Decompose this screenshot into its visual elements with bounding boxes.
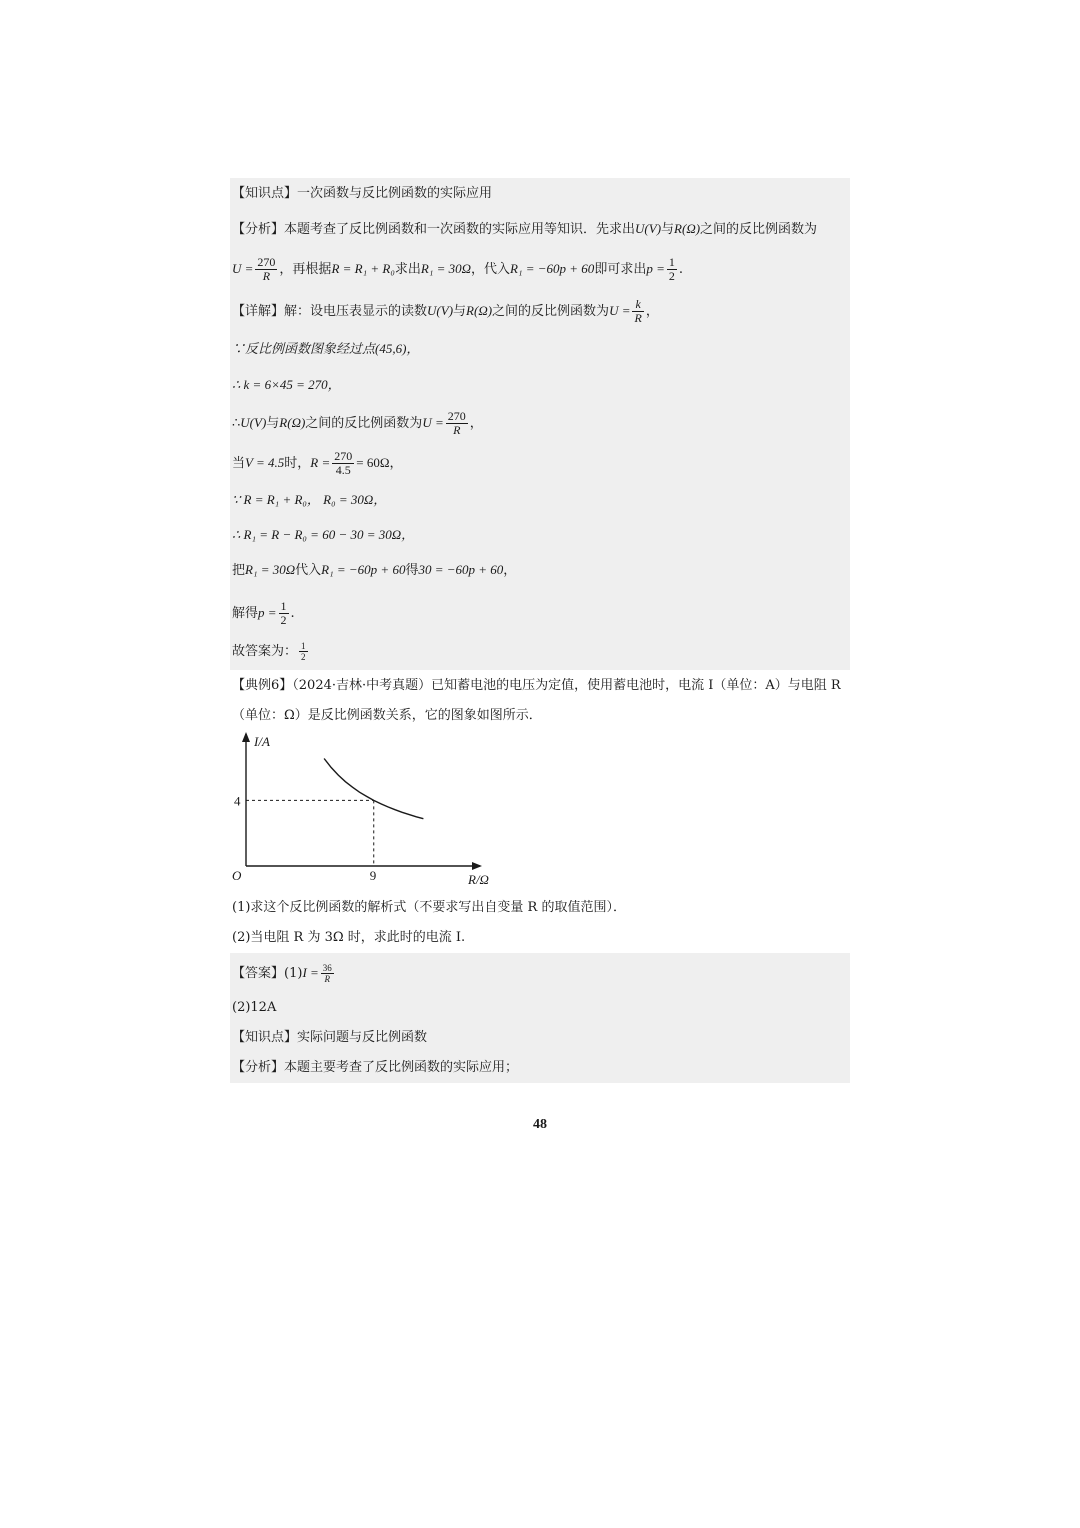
example-line-1 xyxy=(232,677,841,695)
fraction-half xyxy=(279,600,289,627)
x-axis-label: R/Ω xyxy=(468,872,489,887)
x-tick-label: 9 xyxy=(369,868,377,883)
math-ro: R(Ω) xyxy=(466,303,493,318)
detail-text: 时， xyxy=(284,456,311,471)
detail-line-9 xyxy=(232,600,295,627)
detail-line-2 xyxy=(232,340,419,359)
analysis-line-1 xyxy=(232,220,817,239)
detail-line-7 xyxy=(232,526,414,545)
detail-line-8 xyxy=(232,561,516,580)
analysis-text: 与 xyxy=(661,222,675,237)
detail-text: 之间的反比例函数为 xyxy=(492,304,610,319)
frac-den: 2 xyxy=(280,613,287,627)
math-p: p = xyxy=(646,261,665,276)
analysis-text: ，再根据 xyxy=(279,262,332,277)
page-number: 48 xyxy=(533,1117,547,1132)
detail-line-6 xyxy=(232,491,386,510)
detail-tag: 【详解】 xyxy=(232,304,285,319)
origin-label: O xyxy=(232,868,242,883)
detail-text: ∴ R₁ = R − R₀ = 60 − 30 = 30Ω， xyxy=(232,527,415,542)
math-u: U = xyxy=(422,415,444,430)
frac-num: 270 xyxy=(334,449,353,463)
frac-num: 36 xyxy=(322,963,332,973)
example-tag: 【典例6】 xyxy=(232,678,293,693)
knowledge-text: 一次函数与反比例函数的实际应用 xyxy=(297,186,493,201)
math-i: I = xyxy=(302,965,319,980)
detail-text: 得 xyxy=(405,563,419,578)
frac-num: 1 xyxy=(301,641,306,651)
y-axis-label: I/A xyxy=(254,734,270,749)
punct: ， xyxy=(469,416,483,431)
knowledge-point-line xyxy=(232,185,492,203)
math-eq: R₁ = −60p + 60 xyxy=(510,261,595,276)
math-ro: R(Ω) xyxy=(674,221,701,236)
punct: ， xyxy=(645,304,659,319)
y-axis-arrow xyxy=(242,732,250,742)
math-uv: U(V) xyxy=(240,415,267,430)
y-tick-label: 4 xyxy=(234,793,241,809)
detail-text: ∵ R = R₁ + R₀， R₀ = 30Ω， xyxy=(232,492,387,507)
frac-den: 4.5 xyxy=(335,463,351,477)
fraction-36-r xyxy=(321,963,334,984)
analysis-text: 即可求出 xyxy=(594,262,647,277)
detail-text: ∵反比例函数图象经过点(45,6)， xyxy=(232,341,420,356)
example-line-2 xyxy=(232,707,542,725)
knowledge-text: 实际问题与反比例函数 xyxy=(297,1030,428,1045)
detail-text: 解：设电压表显示的读数 xyxy=(284,304,428,319)
answer-line-1 xyxy=(232,963,336,984)
math-u: U = xyxy=(609,303,631,318)
knowledge-tag: 【知识点】 xyxy=(232,186,298,201)
analysis-tag: 【分析】 xyxy=(232,222,285,237)
math-uv: U(V) xyxy=(635,221,662,236)
detail-line-3 xyxy=(232,376,341,395)
detail-text: 代入 xyxy=(295,563,322,578)
analysis-line-3 xyxy=(232,1059,518,1077)
frac-den: R xyxy=(262,269,271,283)
frac-den: R xyxy=(453,423,461,437)
punct: . xyxy=(678,262,683,277)
detail-text: 当 xyxy=(232,456,246,471)
knowledge-tag: 【知识点】 xyxy=(232,1030,298,1045)
detail-line-10 xyxy=(232,641,310,662)
detail-text: 与 xyxy=(266,416,280,431)
frac-num: 270 xyxy=(257,255,276,269)
inverse-proportion-graph xyxy=(228,728,498,888)
math-r: R = xyxy=(310,455,331,470)
question-2 xyxy=(232,929,465,947)
detail-text: 之间的反比例函数为 xyxy=(305,416,423,431)
analysis-text: 本题考查了反比例函数和一次函数的实际应用等知识．先求出 xyxy=(284,222,636,237)
math-eq: R = R₁ + R₀ xyxy=(331,261,395,276)
fraction-half xyxy=(667,256,677,283)
frac-den: R xyxy=(324,974,331,984)
x-axis-arrow xyxy=(472,862,482,870)
math-eq: R₁ = −60p + 60 xyxy=(321,562,406,577)
analysis-text: 之间的反比例函数为 xyxy=(700,222,818,237)
detail-text: 把 xyxy=(232,563,246,578)
frac-den: 2 xyxy=(668,269,675,283)
fraction-k-r xyxy=(632,298,643,325)
answer-text: (2)12A xyxy=(232,1000,277,1015)
detail-text: ∴ xyxy=(232,416,241,431)
frac-den: R xyxy=(634,311,642,325)
fraction-270-45 xyxy=(332,450,354,477)
analysis-text: 本题主要考查了反比例函数的实际应用； xyxy=(284,1060,519,1075)
fraction-270-r xyxy=(255,256,277,283)
question-text: (2)当电阻 R 为 3Ω 时，求此时的电流 I. xyxy=(232,930,466,945)
knowledge-point-line-2 xyxy=(232,1029,427,1047)
fraction-half-answer xyxy=(299,641,308,662)
math-eq: R₁ = 30Ω xyxy=(420,261,472,276)
punct: ， xyxy=(503,563,517,578)
frac-num: 270 xyxy=(447,409,466,423)
answer-tag: 【答案】 xyxy=(232,966,285,981)
math-p: p = xyxy=(258,605,277,620)
math-ro: R(Ω) xyxy=(279,415,306,430)
inverse-curve xyxy=(324,759,423,819)
punct: . xyxy=(290,606,295,621)
question-text: (1)求这个反比例函数的解析式（不要求写出自变量 R 的取值范围）． xyxy=(232,900,626,915)
fraction-270-r xyxy=(446,410,468,437)
frac-num: k xyxy=(632,298,643,312)
analysis-line-2 xyxy=(232,256,683,283)
detail-text: 故答案为： xyxy=(232,644,298,659)
analysis-text: ，代入 xyxy=(471,262,511,277)
math-v: V = 4.5 xyxy=(245,455,285,470)
frac-den: 2 xyxy=(301,652,306,662)
answer-line-2 xyxy=(232,999,276,1017)
detail-text: = 60Ω， xyxy=(356,455,403,470)
detail-text: 解得 xyxy=(232,606,259,621)
analysis-tag: 【分析】 xyxy=(232,1060,285,1075)
detail-line-4 xyxy=(232,410,483,437)
example-text: （单位：Ω）是反比例函数关系，它的图象如图所示． xyxy=(232,708,542,723)
math-eq: R₁ = 30Ω xyxy=(245,562,296,577)
answer-text: (1) xyxy=(284,966,303,981)
frac-num: 1 xyxy=(668,255,675,269)
math-eq: 30 = −60p + 60 xyxy=(418,562,504,577)
detail-text: ∴ k = 6×45 = 270， xyxy=(232,377,341,392)
detail-line-5 xyxy=(232,450,402,477)
example-text: （2024·吉林·中考真题）已知蓄电池的电压为定值，使用蓄电池时，电流 I（单位：A）与电阻 R xyxy=(292,678,841,693)
question-1 xyxy=(232,899,626,917)
detail-line-1 xyxy=(232,298,659,325)
analysis-text: 求出 xyxy=(394,262,421,277)
frac-num: 1 xyxy=(280,599,287,613)
detail-text: 与 xyxy=(453,304,467,319)
math-u: U = xyxy=(232,261,254,276)
math-uv: U(V) xyxy=(427,303,454,318)
